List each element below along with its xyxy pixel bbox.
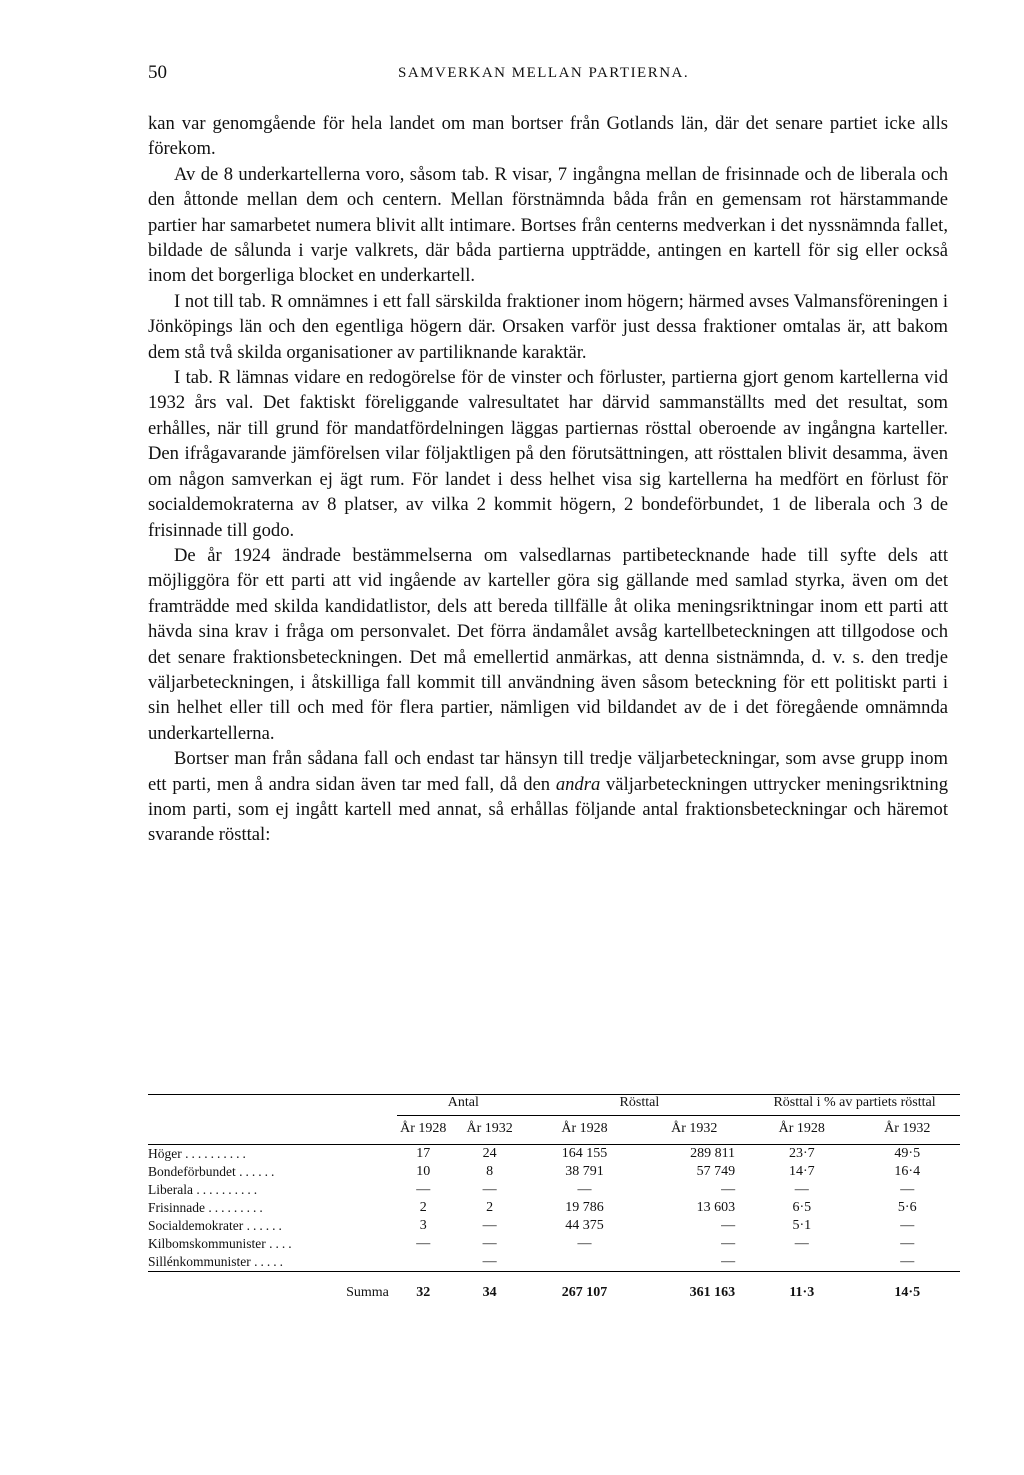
cell: — [721, 1254, 736, 1269]
table-row [148, 1145, 960, 1163]
leader-dots: ...... [246, 1218, 285, 1233]
leader-dots: .......... [196, 1182, 261, 1197]
row-label [148, 1181, 397, 1199]
cell: 5·1 [792, 1218, 812, 1233]
cell: 289 811 [690, 1146, 736, 1161]
sum-row [148, 1272, 960, 1302]
table-row [148, 1235, 960, 1253]
cell: 38 791 [565, 1164, 604, 1179]
sum-cell: 11·3 [789, 1285, 815, 1300]
party-name: Socialdemokrater [148, 1218, 244, 1233]
table-row [148, 1163, 960, 1181]
row-label [148, 1145, 397, 1163]
sub-header: År 1928 [530, 1116, 640, 1145]
cell: 57 749 [696, 1164, 736, 1179]
cell [749, 1253, 854, 1272]
row-label [148, 1163, 397, 1181]
cell: 10 [416, 1164, 431, 1179]
sub-header-row [148, 1116, 960, 1145]
header-antal: Antal [447, 1095, 479, 1110]
paragraph: De år 1924 ändrade bestämmelserna om valsedlarnas partibetecknande hade till syfte dels att möjliggöra för ett parti att vid ingående av karteller göra sig gällande med samlad styrka, även om det framträdde med skilda kandidatlistor, dels att bereda tillfälle åt olika meningsriktningar inom ett parti att hävda sina krav i fråga om personvalet. Det förra ändamålet avsåg kartellbeteckningen att tillgodose och det senare fraktionsbeteckningen. Det må emellertid anmärkas, att denna sistnämnda, d. v. s. den tredje väljarbeteckningen, i åtskilliga fall kommit till användning även såsom beteckning för ett politiskt parti i sin helhet eller till och med för flera partier, nämligen vid bildandet av de i det föregående omnämnda underkartellerna. [148, 544, 948, 744]
leader-dots: ...... [239, 1164, 278, 1179]
cell: 2 [419, 1200, 427, 1215]
italic-word: andra [555, 773, 601, 795]
paragraph-text: väljarbeteckningen uttrycker meningsriktning inom parti, som ej ingått kartell med annat, så erhållas följande antal fraktionsbeteckningar och häremot svarande rösttal: [148, 773, 948, 846]
cell: — [416, 1236, 431, 1251]
sum-cell: 32 [416, 1285, 431, 1300]
party-name: Kilbomskommunister [148, 1236, 266, 1251]
leader-dots: .......... [185, 1146, 249, 1161]
cell: 3 [419, 1218, 427, 1233]
sub-header: År 1932 [450, 1116, 530, 1145]
paragraph: Av de 8 underkartellerna voro, såsom tab. R visar, 7 ingångna mellan de frisinnade och de liberala och den åttonde mellan dem och centern. Mellan förstnämnda båda från en gemensam rot härstammande partier har samarbetet numera blivit allt intimare. Bortses från centerns medverkan i det nyssnämnda fallet, bildade de sålunda i varje valkrets, där båda partierna uppträdde, antingen en kartell för sig eller också inom det borgerliga blocket en underkartell. [148, 163, 948, 287]
leader-dots: ......... [208, 1200, 266, 1215]
cell [530, 1253, 640, 1272]
corner-cell [148, 1116, 397, 1145]
paragraph: kan var genomgående för hela landet om man bortser från Gotlands län, där det senare partiet icke alls förekom. [148, 113, 948, 160]
cell: — [482, 1218, 497, 1233]
cell: 44 375 [565, 1218, 604, 1233]
row-label [148, 1253, 397, 1272]
cell: — [900, 1218, 915, 1233]
sum-label: Summa [346, 1285, 389, 1300]
cell: 5·6 [897, 1200, 917, 1215]
sub-header: År 1932 [639, 1116, 749, 1145]
cell: — [900, 1236, 915, 1251]
paragraph-last [148, 746, 948, 848]
header-rosttal: Rösttal [619, 1095, 660, 1110]
page-header [148, 62, 948, 92]
table-row [148, 1181, 960, 1199]
header-percent: Rösttal i % av partiets rösttal [773, 1095, 936, 1110]
cell: — [721, 1236, 736, 1251]
party-name: Frisinnade [148, 1200, 205, 1215]
paragraph-text: Bortser man från sådana fall och endast tar hänsyn till tredje väljarbeteckningar, som avse grupp inom ett parti, men å andra sidan även tar med fall, då den [148, 748, 948, 795]
cell: — [721, 1182, 736, 1197]
cell: — [900, 1182, 915, 1197]
cell: 19 786 [565, 1200, 604, 1215]
party-name: Liberala [148, 1182, 193, 1197]
cell: — [794, 1182, 809, 1197]
cell [397, 1253, 450, 1272]
cell: — [482, 1182, 497, 1197]
cell: — [900, 1254, 915, 1269]
sub-header: År 1932 [855, 1116, 960, 1145]
party-name: Bondeförbundet [148, 1164, 236, 1179]
cell: — [482, 1254, 497, 1269]
leader-dots: ..... [254, 1254, 286, 1269]
cell: 16·4 [894, 1164, 921, 1179]
cell: 23·7 [788, 1146, 815, 1161]
paragraph: I not till tab. R omnämnes i ett fall särskilda fraktioner inom högern; härmed avses Valmansföreningen i Jönköpings län och den egentliga högern där. Orsaken varför just dessa fraktioner omtalas är, att bakom dem stå två skilda organisationer av partiliknande karaktär. [148, 290, 948, 363]
row-label [148, 1199, 397, 1217]
party-name: Sillénkommunister [148, 1254, 251, 1269]
cell: 24 [482, 1146, 497, 1161]
fraction-table [148, 1094, 960, 1302]
sum-cell: 361 163 [689, 1285, 736, 1300]
cell: — [794, 1236, 809, 1251]
row-label [148, 1217, 397, 1235]
cell: 13 603 [696, 1200, 736, 1215]
row-label [148, 1235, 397, 1253]
sum-cell: 34 [482, 1285, 497, 1300]
page-number: 50 [148, 62, 167, 83]
group-header-row [148, 1095, 960, 1116]
cell: — [482, 1236, 497, 1251]
cell: 8 [486, 1164, 494, 1179]
cell: — [416, 1182, 431, 1197]
party-name: Höger [148, 1146, 182, 1161]
paragraph: I tab. R lämnas vidare en redogörelse för de vinster och förluster, partierna gjort genom kartellerna vid 1932 års val. Det faktiskt föreliggande valresultatet har därvid sammanställts med det resultat, som erhålles, när till grund för mandatfördelningen läggas partiernas rösttal oberoende av ingångna karteller. Den ifrågavarande jämförelsen vilar följaktligen på den förutsättningen, att rösttalen blivit desamma, även om någon samverkan ej ägt rum. För landet i dess helhet visa sig kartellerna ha medfört en förlust för socialdemokraterna av 8 platser, av vilka 2 kommit högern, 2 bondeförbundet, 1 de liberala och 3 de frisinnade till godo. [148, 367, 948, 541]
cell: 2 [486, 1200, 494, 1215]
running-title: SAMVERKAN MELLAN PARTIERNA. [398, 65, 690, 81]
cell: 17 [416, 1146, 431, 1161]
body-text [148, 111, 948, 848]
cell: 14·7 [788, 1164, 815, 1179]
cell: — [721, 1218, 736, 1233]
sub-header: År 1928 [397, 1116, 450, 1145]
leader-dots: .... [269, 1236, 295, 1251]
table-row [148, 1217, 960, 1235]
sum-cell: 267 107 [561, 1285, 608, 1300]
cell: 164 155 [561, 1146, 608, 1161]
table-row [148, 1253, 960, 1272]
cell: — [577, 1236, 592, 1251]
cell: — [577, 1182, 592, 1197]
sum-cell: 14·5 [894, 1285, 921, 1300]
sub-header: År 1928 [749, 1116, 854, 1145]
corner-cell [148, 1095, 397, 1116]
cell: 49·5 [894, 1146, 921, 1161]
cell: 6·5 [792, 1200, 812, 1215]
table-row [148, 1199, 960, 1217]
